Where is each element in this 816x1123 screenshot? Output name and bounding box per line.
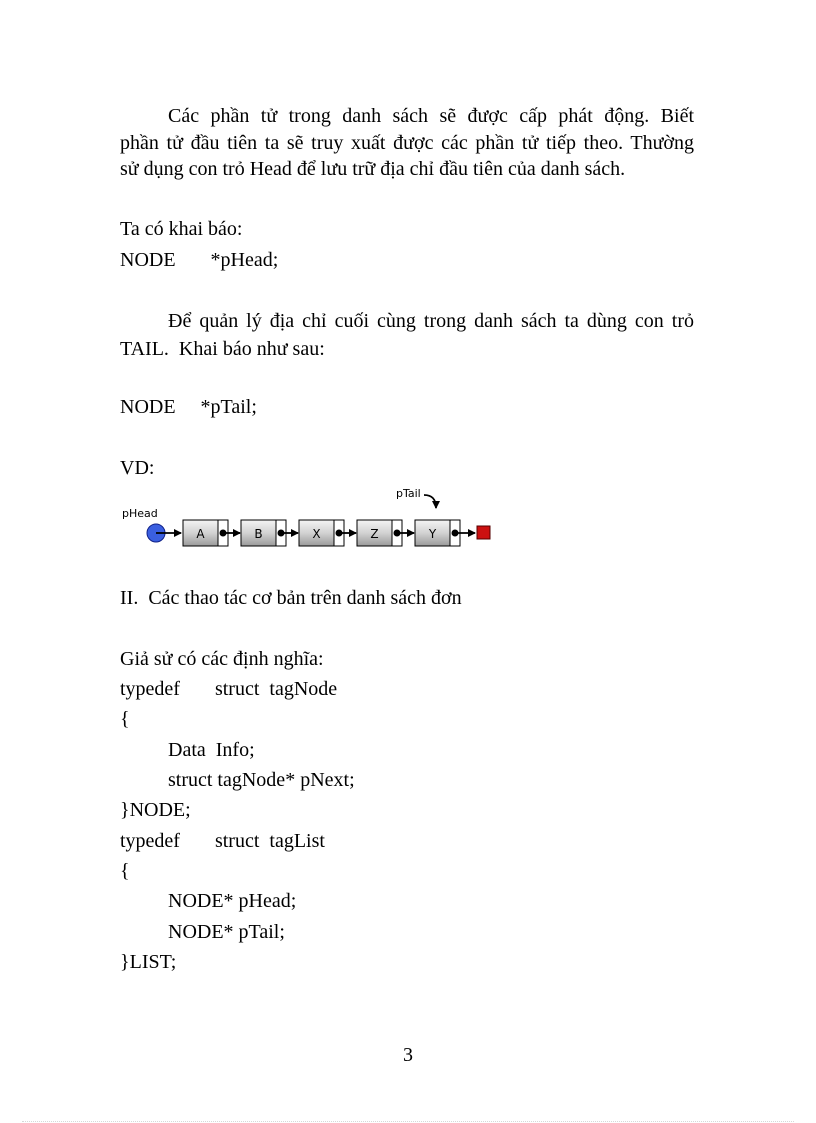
node-pointer-dot [278,530,285,537]
null-terminator [477,526,490,539]
code-line: NODE* pTail; [168,921,285,943]
list-node-y [415,520,475,546]
paragraph1-line1: Các phần tử trong danh sách sẽ được cấp phát động. Biết [168,105,694,127]
code-line: NODE* pHead; [168,890,297,912]
node-label: B [254,527,263,541]
code-line: Data Info; [168,739,255,761]
list-node-x [299,520,356,546]
code-line: { [120,708,130,730]
node-pointer-dot [452,530,459,537]
code-line: { [120,860,130,882]
declare-tail-code: NODE *pTail; [120,396,257,418]
page-number: 3 [403,1044,413,1066]
tail-pointer-arrow [424,495,436,508]
list-node-a [183,520,240,546]
definitions-intro: Giả sử có các định nghĩa: [120,648,324,670]
example-label: VD: [120,457,155,479]
diagram-tail-label: pTail [396,487,421,500]
linked-list-diagram [118,486,498,548]
node-pointer-dot [220,530,227,537]
code-line: typedef struct tagList [120,830,325,852]
code-line: typedef struct tagNode [120,678,338,700]
diagram-head-label: pHead [122,507,158,520]
paragraph1-line2: phần tử đầu tiên ta sẽ truy xuất được các phần tử tiếp theo. Thường [120,132,694,154]
declare-head-code: NODE *pHead; [120,249,279,271]
node-label: Z [370,527,379,541]
paragraph2-line2: TAIL. Khai báo như sau: [120,338,325,360]
footer-divider [22,1121,794,1122]
node-pointer-dot [336,530,343,537]
node-label: A [196,527,205,541]
paragraph1-line3: sử dụng con trỏ Head để lưu trữ địa chỉ đầu tiên của danh sách. [120,158,626,180]
code-line: }NODE; [120,799,191,821]
list-node-b [241,520,298,546]
declare-intro: Ta có khai báo: [120,218,243,240]
node-label: X [312,527,321,541]
code-line: }LIST; [120,951,177,973]
paragraph2-line1: Để quản lý địa chỉ cuối cùng trong danh sách ta dùng con trỏ [168,310,694,332]
section-heading: II. Các thao tác cơ bản trên danh sách đơn [120,587,462,609]
node-pointer-dot [394,530,401,537]
node-label: Y [428,527,437,541]
code-line: struct tagNode* pNext; [168,769,355,791]
list-node-z [357,520,414,546]
